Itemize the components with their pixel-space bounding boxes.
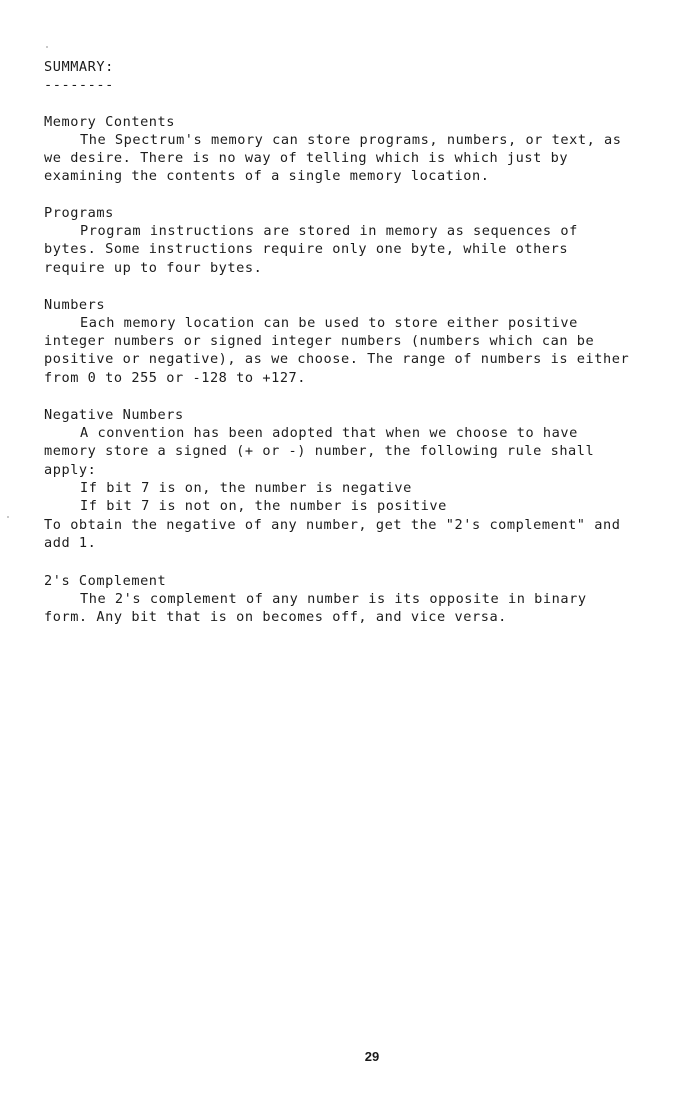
paragraph-line: form. Any bit that is on becomes off, and vice versa. (44, 609, 507, 625)
paragraph-line: positive or negative), as we choose. The range of numbers is either (44, 351, 630, 367)
paragraph-line: memory store a signed (+ or -) number, the following rule shall (44, 443, 595, 459)
section-heading-negative-numbers: Negative Numbers (44, 407, 184, 423)
summary-heading: SUMMARY: (44, 59, 114, 75)
paragraph-line: examining the contents of a single memory location. (44, 168, 490, 184)
paragraph-line: require up to four bytes. (44, 260, 263, 276)
paragraph-line: apply: (44, 462, 97, 478)
section-heading-programs: Programs (44, 205, 114, 221)
paragraph-line: bytes. Some instructions require only one byte, while others (44, 241, 569, 257)
paragraph-line: we desire. There is no way of telling which is which just by (44, 150, 569, 166)
rule-line: If bit 7 is not on, the number is positive (80, 498, 447, 514)
paragraph-line: The Spectrum's memory can store programs, numbers, or text, as (80, 132, 622, 148)
paragraph-line: Program instructions are stored in memory as sequences of (80, 223, 578, 239)
paragraph-line: Each memory location can be used to store either positive (80, 315, 578, 331)
paragraph-line: add 1. (44, 535, 97, 551)
section-heading-numbers: Numbers (44, 297, 106, 313)
page-number: 29 (364, 1049, 380, 1064)
paragraph-line: The 2's complement of any number is its opposite in binary (80, 591, 587, 607)
section-heading-memory-contents: Memory Contents (44, 114, 176, 130)
rule-line: If bit 7 is on, the number is negative (80, 480, 412, 496)
paragraph-line: integer numbers or signed integer numbers (numbers which can be (44, 333, 595, 349)
summary-underline: -------- (44, 77, 114, 93)
scan-speck (7, 516, 9, 518)
section-heading-twos-complement: 2's Complement (44, 573, 167, 589)
paragraph-line: from 0 to 255 or -128 to +127. (44, 370, 307, 386)
paragraph-line: To obtain the negative of any number, get the "2's complement" and (44, 517, 621, 533)
paragraph-line: A convention has been adopted that when we choose to have (80, 425, 578, 441)
scan-speck (46, 46, 48, 48)
